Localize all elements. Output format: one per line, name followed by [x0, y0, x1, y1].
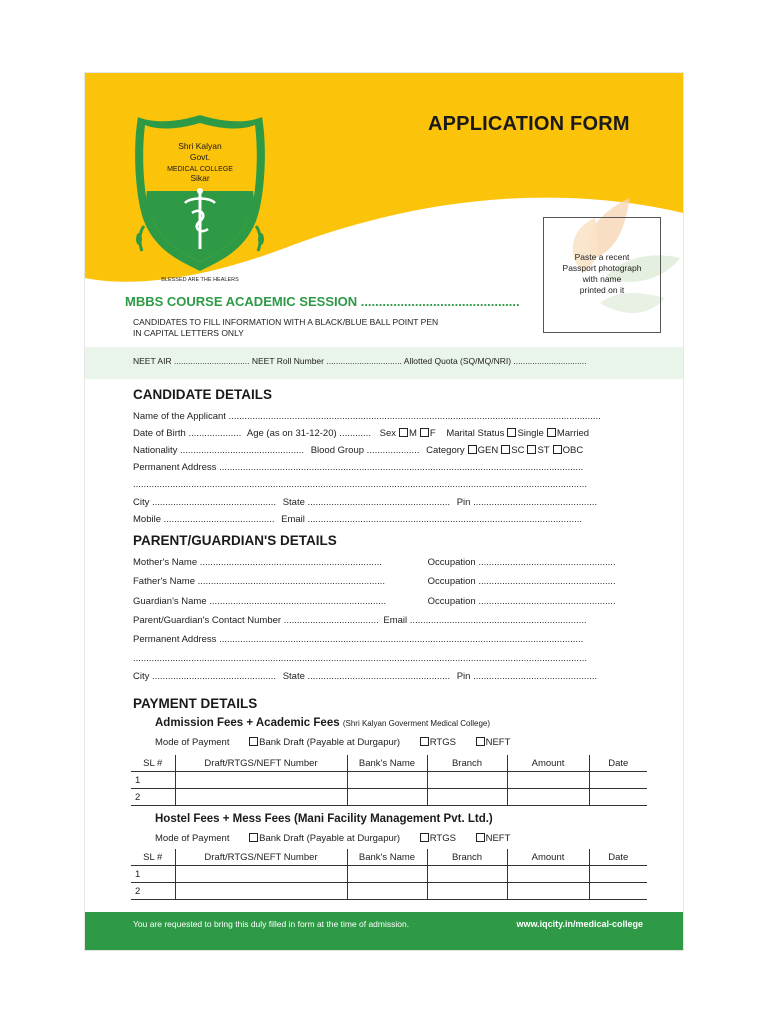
father-row: [133, 576, 638, 590]
st-checkbox[interactable]: [527, 445, 536, 454]
logo-line-3: MEDICAL COLLEGE: [167, 166, 233, 173]
hostel-payment-table: [131, 849, 647, 900]
guardian-address-line-2[interactable]: ............................................................................................................................................................................: [133, 653, 587, 664]
guardian-address-field[interactable]: Permanent Address ..........................................................................................................................................: [133, 634, 584, 645]
footer-note: You are requested to bring this duly filled in form at the time of admission.: [133, 919, 410, 929]
payment-details-heading: PAYMENT DETAILS: [133, 696, 258, 711]
guardian-pin-field[interactable]: Pin ...............................................: [456, 671, 598, 682]
hostel-neft-checkbox[interactable]: [476, 833, 485, 842]
guardian-name-field[interactable]: Guardian's Name ...................................................................: [133, 596, 387, 607]
sex-label: Sex: [379, 428, 396, 439]
logo-line-4: Sikar: [190, 173, 210, 183]
admission-fees-heading: Admission Fees + Academic Fees (Shri Kalyan Goverment Medical College): [155, 717, 490, 729]
fill-instructions: CANDIDATES TO FILL INFORMATION WITH A BLACK/BLUE BALL POINT PEN IN CAPITAL LETTERS ONLY: [133, 317, 439, 338]
hostel-fees-heading: Hostel Fees + Mess Fees (Mani Facility Management Pvt. Ltd.): [155, 813, 493, 825]
page-title: APPLICATION FORM: [428, 113, 630, 135]
mother-row: [133, 557, 638, 571]
sex-f-checkbox[interactable]: [420, 428, 429, 437]
applicant-name-field[interactable]: Name of the Applicant .............................................................................................................................................: [133, 411, 601, 422]
admission-payment-table: [131, 755, 647, 806]
mother-name-field[interactable]: Mother's Name .....................................................................: [133, 557, 382, 568]
email-field[interactable]: Email ........................................................................................................: [281, 514, 583, 525]
admission-neft-checkbox[interactable]: [476, 737, 485, 746]
photo-instructions: Paste a recent Passport photograph with name printed on it: [562, 252, 642, 295]
table-header-row: SL # Draft/RTGS/NEFT Number Bank's Name Branch Amount Date: [131, 755, 647, 772]
hostel-mode-row: Mode of Payment Bank Draft (Payable at Durgapur) RTGS NEFT: [155, 833, 511, 844]
admission-rtgs-checkbox[interactable]: [420, 737, 429, 746]
dob-field[interactable]: Date of Birth ....................: [133, 428, 242, 439]
sex-m-checkbox[interactable]: [399, 428, 408, 437]
footer-band: [85, 912, 683, 950]
single-checkbox[interactable]: [507, 428, 516, 437]
photo-box: [543, 217, 661, 333]
gen-label: GEN: [477, 445, 499, 456]
contact-row: [133, 615, 587, 626]
father-name-field[interactable]: Father's Name .......................................................................: [133, 576, 386, 587]
neet-details-row[interactable]: NEET AIR ................................ NEET Roll Number ................................ Allotted Quota (SQ/MQ/NRI) ...............................: [133, 356, 587, 366]
st-label: ST: [537, 445, 550, 456]
footer-url-link[interactable]: www.iqcity.in/medical-college: [516, 919, 643, 929]
table-row[interactable]: 1: [131, 866, 647, 883]
sex-f-label: F: [429, 428, 436, 439]
sex-m-label: M: [408, 428, 417, 439]
state-field[interactable]: State ......................................................: [282, 497, 451, 508]
city-row: [133, 497, 597, 508]
table-row[interactable]: 2: [131, 789, 647, 806]
single-label: Single: [517, 428, 544, 439]
nationality-field[interactable]: Nationality ...............................................: [133, 445, 305, 456]
mobile-row: [133, 514, 582, 525]
academic-session-field[interactable]: MBBS COURSE ACADEMIC SESSION ............................................: [125, 294, 520, 309]
guardian-row: [133, 596, 638, 610]
logo-motto: BLESSED ARE THE HEALERS: [161, 277, 239, 283]
category-label: Category: [426, 445, 465, 456]
logo-line-1: Shri Kalyan: [178, 141, 222, 151]
application-form-page: [85, 73, 683, 950]
guardian-email-field[interactable]: Email ...................................................................: [383, 615, 587, 626]
table-row[interactable]: 2: [131, 883, 647, 900]
guardian-contact-field[interactable]: Parent/Guardian's Contact Number ....................................: [133, 615, 379, 626]
gen-checkbox[interactable]: [468, 445, 477, 454]
candidate-details-heading: CANDIDATE DETAILS: [133, 387, 272, 402]
marital-label: Marital Status: [446, 428, 505, 439]
city-field[interactable]: City ...............................................: [133, 497, 277, 508]
admission-bank-draft-checkbox[interactable]: [249, 737, 258, 746]
guardian-state-field[interactable]: State ......................................................: [282, 671, 451, 682]
dob-row: [133, 428, 589, 439]
hostel-bank-draft-checkbox[interactable]: [249, 833, 258, 842]
table-row[interactable]: 1: [131, 772, 647, 789]
obc-label: OBC: [562, 445, 584, 456]
guardian-city-field[interactable]: City ...............................................: [133, 671, 277, 682]
pin-field[interactable]: Pin ...............................................: [456, 497, 598, 508]
address-line-2[interactable]: ............................................................................................................................................................................: [133, 479, 587, 490]
father-occupation-field[interactable]: Occupation ....................................................: [427, 576, 616, 587]
admission-mode-row: Mode of Payment Bank Draft (Payable at Durgapur) RTGS NEFT: [155, 737, 511, 748]
mother-occupation-field[interactable]: Occupation ....................................................: [427, 557, 616, 568]
hostel-rtgs-checkbox[interactable]: [420, 833, 429, 842]
sc-label: SC: [511, 445, 525, 456]
logo-line-2: Govt.: [189, 152, 211, 162]
age-field[interactable]: Age (as on 31-12-20) ............: [246, 428, 371, 439]
guardian-city-row: [133, 671, 597, 682]
guardian-occupation-field[interactable]: Occupation ....................................................: [427, 596, 616, 607]
table-header-row: SL # Draft/RTGS/NEFT Number Bank's Name Branch Amount Date: [131, 849, 647, 866]
nationality-row: [133, 445, 583, 456]
married-label: Married: [556, 428, 590, 439]
obc-checkbox[interactable]: [553, 445, 562, 454]
parent-details-heading: PARENT/GUARDIAN'S DETAILS: [133, 533, 337, 548]
mobile-field[interactable]: Mobile ..........................................: [133, 514, 275, 525]
college-logo-shield: [130, 111, 270, 286]
permanent-address-field[interactable]: Permanent Address ..........................................................................................................................................: [133, 462, 584, 473]
married-checkbox[interactable]: [547, 428, 556, 437]
blood-group-field[interactable]: Blood Group ....................: [310, 445, 420, 456]
sc-checkbox[interactable]: [501, 445, 510, 454]
